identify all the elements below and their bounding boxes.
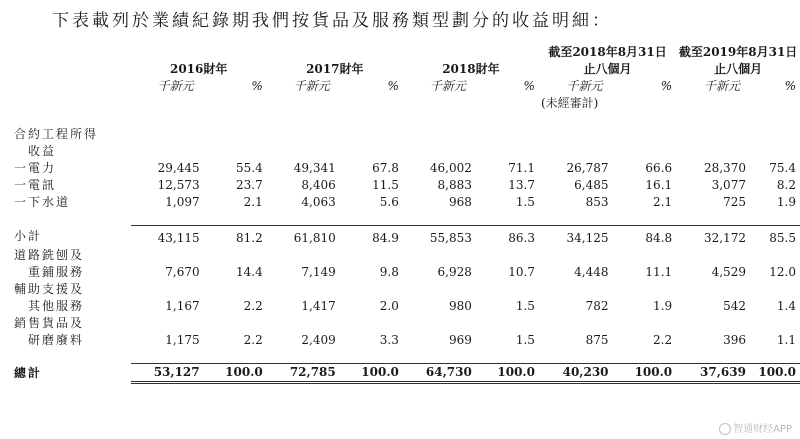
- unit-percent: %: [784, 79, 796, 93]
- percent-cell: 100.0: [204, 364, 267, 383]
- amount-cell: 1,417: [301, 299, 336, 313]
- amount-cell: 37,639: [676, 364, 750, 383]
- row-label: 收益: [28, 144, 57, 158]
- watermark: [719, 420, 792, 435]
- table-row: [14, 194, 800, 211]
- percent-cell: 71.1: [508, 161, 535, 175]
- table-row-label-line: [14, 247, 800, 264]
- percent-cell: 100.0: [750, 364, 800, 383]
- empty-cell: [676, 247, 750, 264]
- amount-cell: 725: [723, 195, 746, 209]
- percent-cell: [340, 126, 403, 143]
- watermark-logo-icon: [719, 423, 731, 435]
- amount-cell: 2,409: [301, 333, 336, 347]
- amount-cell: 12,573: [157, 178, 200, 192]
- amount-cell: 1,097: [165, 195, 200, 209]
- empty-cell: [750, 247, 800, 264]
- percent-cell: 11.1: [645, 265, 673, 279]
- amount-cell: 968: [448, 195, 472, 209]
- unit-amount: 千新元: [157, 79, 194, 93]
- percent-cell: 1.5: [515, 299, 535, 313]
- percent-cell: 1.9: [653, 299, 673, 313]
- percent-cell: 66.6: [645, 161, 673, 175]
- unit-amount: 千新元: [566, 79, 603, 93]
- table-row: [14, 126, 800, 143]
- percent-cell: 55.4: [236, 161, 263, 175]
- percent-cell: [340, 143, 403, 160]
- empty-cell: [131, 281, 204, 298]
- amount-cell: 46,002: [429, 161, 472, 175]
- amount-cell: 28,370: [703, 161, 746, 175]
- amount-cell: 43,115: [131, 226, 204, 248]
- amount-cell: 853: [585, 195, 609, 209]
- empty-cell: [539, 281, 613, 298]
- header-row-2: [14, 61, 800, 78]
- amount-cell: 7,670: [165, 265, 200, 279]
- amount-cell: [403, 126, 476, 143]
- percent-cell: 86.3: [476, 226, 539, 248]
- percent-cell: [204, 143, 267, 160]
- amount-cell: 542: [723, 299, 746, 313]
- percent-cell: 13.7: [508, 178, 535, 192]
- amount-cell: 40,230: [539, 364, 613, 383]
- watermark-text: 智通财经APP: [733, 424, 792, 435]
- percent-cell: 1.5: [515, 195, 535, 209]
- amount-cell: 6,485: [574, 178, 609, 192]
- amount-cell: 980: [448, 299, 472, 313]
- amount-cell: [539, 126, 613, 143]
- percent-cell: 11.5: [372, 178, 399, 192]
- empty-cell: [131, 315, 204, 332]
- percent-cell: 2.0: [379, 299, 399, 313]
- empty-cell: [340, 281, 403, 298]
- percent-cell: [476, 126, 539, 143]
- empty-cell: [403, 247, 476, 264]
- table-row: [14, 332, 800, 349]
- amount-cell: 72,785: [267, 364, 340, 383]
- fy2017-header: 2017財年: [306, 62, 364, 76]
- unaudited-row: [14, 95, 800, 112]
- amount-cell: 782: [585, 299, 609, 313]
- unit-amount: 千新元: [293, 79, 330, 93]
- percent-cell: 1.5: [515, 333, 535, 347]
- empty-cell: [750, 315, 800, 332]
- empty-cell: [476, 315, 539, 332]
- percent-cell: 100.0: [613, 364, 677, 383]
- empty-cell: [476, 247, 539, 264]
- empty-cell: [539, 315, 613, 332]
- period-2018-header-line1: 截至2018年8月31日: [548, 45, 667, 59]
- percent-cell: 2.2: [243, 333, 263, 347]
- empty-cell: [613, 281, 677, 298]
- empty-cell: [539, 247, 613, 264]
- unit-percent: %: [387, 79, 399, 93]
- subtotal-label: 小計: [14, 228, 43, 243]
- amount-cell: 49,341: [293, 161, 336, 175]
- amount-cell: 8,406: [301, 178, 336, 192]
- table-row: [14, 264, 800, 281]
- percent-cell: 10.7: [508, 265, 535, 279]
- empty-cell: [613, 247, 677, 264]
- empty-cell: [613, 315, 677, 332]
- empty-cell: [267, 247, 340, 264]
- intro-sentence: 下表載列於業績紀錄期我們按貨品及服務類型劃分的收益明細：: [52, 11, 612, 31]
- amount-cell: [131, 143, 204, 160]
- row-label: 道路銑刨及: [14, 248, 85, 262]
- percent-cell: 67.8: [372, 161, 399, 175]
- period-2019-header-line2: 止八個月: [714, 62, 763, 76]
- percent-cell: 8.2: [776, 178, 796, 192]
- amount-cell: 396: [723, 333, 746, 347]
- row-label: 銷售貨品及: [14, 316, 85, 330]
- row-label: 輔助支援及: [14, 282, 85, 296]
- empty-cell: [204, 247, 267, 264]
- total-row: [14, 364, 800, 383]
- amount-cell: [403, 143, 476, 160]
- percent-cell: 84.9: [340, 226, 403, 248]
- unit-percent: %: [251, 79, 263, 93]
- unit-amount: 千新元: [703, 79, 740, 93]
- amount-cell: [539, 143, 613, 160]
- revenue-breakdown-table: [14, 44, 800, 384]
- percent-cell: [613, 126, 677, 143]
- amount-cell: 53,127: [131, 364, 204, 383]
- row-label: 合約工程所得: [14, 127, 99, 141]
- header-row-1: [14, 44, 800, 61]
- amount-cell: 4,063: [301, 195, 336, 209]
- percent-cell: 23.7: [236, 178, 263, 192]
- row-label: 其他服務: [28, 299, 85, 313]
- amount-cell: 32,172: [676, 226, 750, 248]
- table-row: [14, 298, 800, 315]
- unaudited-note: (未經審計): [540, 96, 599, 110]
- amount-cell: [267, 126, 340, 143]
- percent-cell: 75.4: [769, 161, 796, 175]
- empty-cell: [403, 315, 476, 332]
- percent-cell: [613, 143, 677, 160]
- percent-cell: 9.8: [379, 265, 399, 279]
- percent-cell: 2.1: [243, 195, 263, 209]
- table-row-label-line: [14, 281, 800, 298]
- percent-cell: 1.4: [776, 299, 796, 313]
- percent-cell: 5.6: [379, 195, 399, 209]
- total-label: 總計: [14, 365, 43, 380]
- percent-cell: 3.3: [379, 333, 399, 347]
- empty-cell: [340, 315, 403, 332]
- empty-cell: [267, 315, 340, 332]
- row-label: 一電訊: [14, 178, 57, 192]
- percent-cell: 81.2: [204, 226, 267, 248]
- percent-cell: 2.2: [243, 299, 263, 313]
- row-label: 研磨廢料: [28, 333, 85, 347]
- percent-cell: [750, 143, 800, 160]
- amount-cell: [131, 126, 204, 143]
- amount-cell: [267, 143, 340, 160]
- amount-cell: 55,853: [403, 226, 476, 248]
- period-2018-header-line2: 止八個月: [583, 62, 632, 76]
- empty-cell: [267, 281, 340, 298]
- percent-cell: [204, 126, 267, 143]
- amount-cell: 1,167: [165, 299, 200, 313]
- empty-cell: [750, 281, 800, 298]
- fy2016-header: 2016財年: [169, 62, 228, 76]
- amount-cell: 61,810: [267, 226, 340, 248]
- row-label: 一下水道: [14, 195, 71, 209]
- spacer-row: [14, 211, 800, 226]
- percent-cell: 14.4: [236, 265, 263, 279]
- spacer-row: [14, 349, 800, 364]
- table-row: [14, 160, 800, 177]
- percent-cell: 2.2: [653, 333, 673, 347]
- percent-cell: 1.9: [776, 195, 796, 209]
- percent-cell: [750, 126, 800, 143]
- unit-row: [14, 78, 800, 95]
- amount-cell: 4,448: [574, 265, 609, 279]
- row-label: 重鋪服務: [28, 265, 85, 279]
- amount-cell: 8,883: [437, 178, 472, 192]
- row-label: 一電力: [14, 161, 57, 175]
- subtotal-row: [14, 226, 800, 248]
- amount-cell: 969: [448, 333, 472, 347]
- percent-cell: 2.1: [653, 195, 673, 209]
- amount-cell: 1,175: [165, 333, 200, 347]
- amount-cell: 29,445: [157, 161, 200, 175]
- unit-percent: %: [523, 79, 535, 93]
- percent-cell: 100.0: [340, 364, 403, 383]
- amount-cell: 64,730: [403, 364, 476, 383]
- period-2019-header-line1: 截至2019年8月31日: [678, 45, 798, 59]
- table-row-label-line: [14, 315, 800, 332]
- amount-cell: [676, 143, 750, 160]
- amount-cell: 4,529: [711, 265, 746, 279]
- percent-cell: 100.0: [476, 364, 539, 383]
- table-row: [14, 177, 800, 194]
- percent-cell: 16.1: [645, 178, 673, 192]
- empty-cell: [476, 281, 539, 298]
- amount-cell: [676, 126, 750, 143]
- unit-percent: %: [660, 79, 673, 93]
- table-row: [14, 143, 800, 160]
- percent-cell: 1.1: [776, 333, 796, 347]
- percent-cell: [476, 143, 539, 160]
- amount-cell: 6,928: [437, 265, 472, 279]
- empty-cell: [340, 247, 403, 264]
- fy2018-header: 2018財年: [442, 62, 500, 76]
- empty-cell: [676, 315, 750, 332]
- percent-cell: 85.5: [750, 226, 800, 248]
- empty-cell: [403, 281, 476, 298]
- amount-cell: 34,125: [539, 226, 613, 248]
- percent-cell: 84.8: [613, 226, 677, 248]
- amount-cell: 3,077: [711, 178, 746, 192]
- empty-cell: [131, 247, 204, 264]
- amount-cell: 7,149: [301, 265, 336, 279]
- empty-cell: [676, 281, 750, 298]
- empty-cell: [204, 281, 267, 298]
- percent-cell: 12.0: [769, 265, 796, 279]
- amount-cell: 26,787: [566, 161, 609, 175]
- empty-cell: [204, 315, 267, 332]
- amount-cell: 875: [585, 333, 609, 347]
- unit-amount: 千新元: [429, 79, 466, 93]
